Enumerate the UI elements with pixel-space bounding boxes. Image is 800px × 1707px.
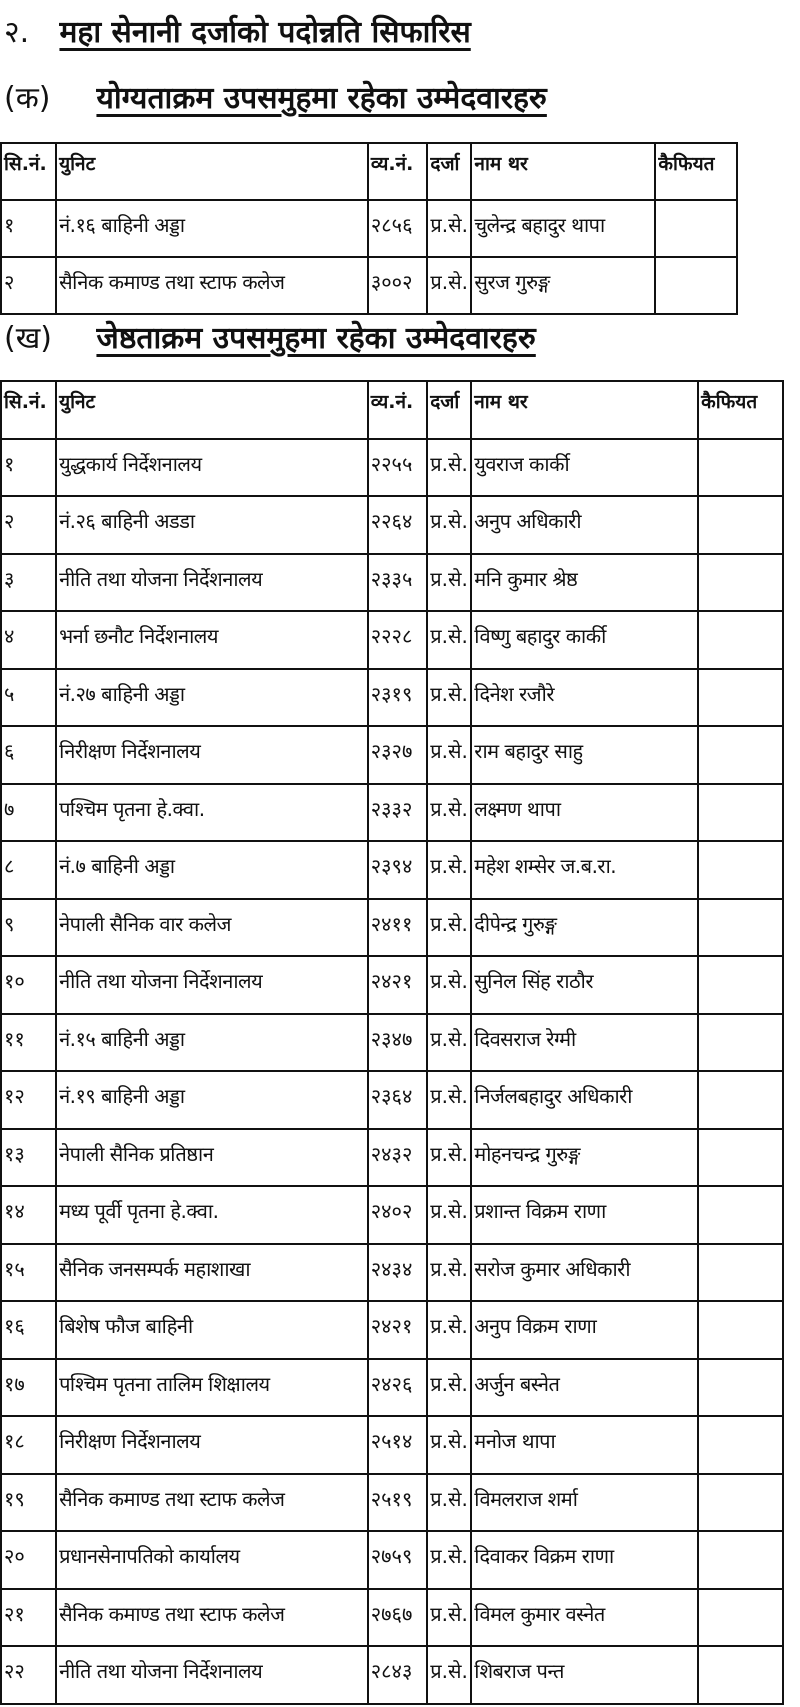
cell-sn: २२ bbox=[1, 1646, 56, 1704]
cell-remarks bbox=[698, 841, 783, 899]
cell-rank: प्र.से. bbox=[427, 1014, 471, 1072]
cell-name: चुलेन्द्र बहादुर थापा bbox=[471, 200, 655, 257]
cell-id: २५१९ bbox=[368, 1474, 427, 1532]
cell-remarks bbox=[698, 784, 783, 842]
cell-remarks bbox=[655, 257, 737, 314]
heading-title: महा सेनानी दर्जाको पदोन्नति सिफारिस bbox=[59, 15, 471, 50]
cell-unit: नेपाली सैनिक वार कलेज bbox=[56, 899, 368, 957]
table-header-row bbox=[1, 143, 737, 200]
table-row bbox=[1, 1416, 783, 1474]
table-row bbox=[1, 1129, 783, 1187]
cell-name: दीपेन्द्र गुरुङ्ग bbox=[471, 899, 698, 957]
col-header-remarks: कैफियत bbox=[655, 143, 737, 200]
col-header-name: नाम थर bbox=[471, 381, 698, 439]
cell-sn: १० bbox=[1, 956, 56, 1014]
cell-remarks bbox=[698, 1416, 783, 1474]
section-a-title: योग्यताक्रम उपसमुहमा रहेका उम्मेदवारहरु bbox=[96, 81, 547, 116]
cell-id: २४२६ bbox=[368, 1359, 427, 1417]
cell-rank: प्र.से. bbox=[427, 200, 471, 257]
cell-id: २३३५ bbox=[368, 554, 427, 612]
cell-name: विमलराज शर्मा bbox=[471, 1474, 698, 1532]
cell-sn: १४ bbox=[1, 1186, 56, 1244]
cell-id: २८५६ bbox=[368, 200, 427, 257]
table-header-row bbox=[1, 381, 783, 439]
table-row bbox=[1, 669, 783, 727]
cell-name: युवराज कार्की bbox=[471, 439, 698, 497]
table-row bbox=[1, 726, 783, 784]
table-row bbox=[1, 200, 737, 257]
cell-id: २४०२ bbox=[368, 1186, 427, 1244]
cell-unit: सैनिक कमाण्ड तथा स्टाफ कलेज bbox=[56, 1474, 368, 1532]
cell-name: मनोज थापा bbox=[471, 1416, 698, 1474]
cell-sn: १२ bbox=[1, 1071, 56, 1129]
cell-id: ३००२ bbox=[368, 257, 427, 314]
cell-name: विमल कुमार वस्नेत bbox=[471, 1589, 698, 1647]
cell-rank: प्र.से. bbox=[427, 1071, 471, 1129]
cell-remarks bbox=[698, 1474, 783, 1532]
cell-rank: प्र.से. bbox=[427, 554, 471, 612]
cell-unit: बिशेष फौज बाहिनी bbox=[56, 1301, 368, 1359]
col-header-sn: सि.नं. bbox=[1, 381, 56, 439]
cell-id: २३४७ bbox=[368, 1014, 427, 1072]
cell-unit: नं.१५ बाहिनी अड्डा bbox=[56, 1014, 368, 1072]
cell-remarks bbox=[698, 1589, 783, 1647]
cell-id: २४३२ bbox=[368, 1129, 427, 1187]
cell-rank: प्र.से. bbox=[427, 1531, 471, 1589]
table-row bbox=[1, 899, 783, 957]
cell-remarks bbox=[698, 899, 783, 957]
cell-name: मोहनचन्द्र गुरुङ्ग bbox=[471, 1129, 698, 1187]
cell-id: २४२१ bbox=[368, 956, 427, 1014]
cell-rank: प्र.से. bbox=[427, 1359, 471, 1417]
heading-number: २. bbox=[4, 15, 30, 50]
cell-unit: मध्य पूर्वी पृतना हे.क्वा. bbox=[56, 1186, 368, 1244]
table-row bbox=[1, 257, 737, 314]
col-header-sn: सि.नं. bbox=[1, 143, 56, 200]
table-row bbox=[1, 1474, 783, 1532]
section-a-label: (क) bbox=[4, 81, 51, 116]
cell-rank: प्र.से. bbox=[427, 1474, 471, 1532]
table-row bbox=[1, 1301, 783, 1359]
cell-name: अनुप विक्रम राणा bbox=[471, 1301, 698, 1359]
cell-id: २३६४ bbox=[368, 1071, 427, 1129]
col-header-rank: दर्जा bbox=[427, 381, 471, 439]
cell-remarks bbox=[698, 956, 783, 1014]
cell-name: राम बहादुर साहु bbox=[471, 726, 698, 784]
merit-candidates-table bbox=[0, 142, 738, 315]
cell-unit: प्रधानसेनापतिको कार्यालय bbox=[56, 1531, 368, 1589]
table-row bbox=[1, 439, 783, 497]
cell-unit: सैनिक कमाण्ड तथा स्टाफ कलेज bbox=[56, 1589, 368, 1647]
cell-rank: प्र.से. bbox=[427, 841, 471, 899]
cell-rank: प्र.से. bbox=[427, 784, 471, 842]
cell-sn: ११ bbox=[1, 1014, 56, 1072]
cell-unit: नं.२६ बाहिनी अडडा bbox=[56, 496, 368, 554]
cell-unit: नं.२७ बाहिनी अड्डा bbox=[56, 669, 368, 727]
cell-name: निर्जलबहादुर अधिकारी bbox=[471, 1071, 698, 1129]
cell-sn: १३ bbox=[1, 1129, 56, 1187]
cell-id: २३३२ bbox=[368, 784, 427, 842]
table-row bbox=[1, 1589, 783, 1647]
cell-rank: प्र.से. bbox=[427, 496, 471, 554]
col-header-remarks: कैफियत bbox=[698, 381, 783, 439]
cell-rank: प्र.से. bbox=[427, 611, 471, 669]
cell-remarks bbox=[698, 1646, 783, 1704]
merit-table-body bbox=[1, 200, 737, 314]
cell-sn: १९ bbox=[1, 1474, 56, 1532]
cell-unit: नेपाली सैनिक प्रतिष्ठान bbox=[56, 1129, 368, 1187]
section-b-label: (ख) bbox=[4, 321, 52, 356]
section-b-heading bbox=[4, 316, 536, 357]
col-header-id: व्य.नं. bbox=[368, 381, 427, 439]
cell-id: २४११ bbox=[368, 899, 427, 957]
cell-id: २८४३ bbox=[368, 1646, 427, 1704]
cell-sn: ५ bbox=[1, 669, 56, 727]
cell-rank: प्र.से. bbox=[427, 669, 471, 727]
cell-unit: नं.७ बाहिनी अड्डा bbox=[56, 841, 368, 899]
cell-rank: प्र.से. bbox=[427, 1589, 471, 1647]
cell-sn: ३ bbox=[1, 554, 56, 612]
cell-remarks bbox=[698, 1359, 783, 1417]
table-row bbox=[1, 496, 783, 554]
cell-unit: पश्चिम पृतना तालिम शिक्षालय bbox=[56, 1359, 368, 1417]
cell-rank: प्र.से. bbox=[427, 956, 471, 1014]
cell-sn: २१ bbox=[1, 1589, 56, 1647]
cell-remarks bbox=[698, 1071, 783, 1129]
cell-remarks bbox=[698, 669, 783, 727]
table-row bbox=[1, 1186, 783, 1244]
cell-sn: ९ bbox=[1, 899, 56, 957]
cell-sn: ६ bbox=[1, 726, 56, 784]
cell-name: विष्णु बहादुर कार्की bbox=[471, 611, 698, 669]
cell-rank: प्र.से. bbox=[427, 726, 471, 784]
cell-rank: प्र.से. bbox=[427, 439, 471, 497]
cell-name: लक्ष्मण थापा bbox=[471, 784, 698, 842]
cell-sn: १ bbox=[1, 200, 56, 257]
cell-rank: प्र.से. bbox=[427, 1301, 471, 1359]
cell-name: सुनिल सिंह राठौर bbox=[471, 956, 698, 1014]
cell-remarks bbox=[698, 726, 783, 784]
seniority-candidates-table bbox=[0, 380, 784, 1705]
cell-remarks bbox=[698, 496, 783, 554]
cell-name: महेश शम्सेर ज.ब.रा. bbox=[471, 841, 698, 899]
cell-sn: १७ bbox=[1, 1359, 56, 1417]
cell-sn: १६ bbox=[1, 1301, 56, 1359]
section-b-title: जेष्ठताक्रम उपसमुहमा रहेका उम्मेदवारहरु bbox=[96, 321, 536, 356]
cell-unit: नीति तथा योजना निर्देशनालय bbox=[56, 956, 368, 1014]
cell-rank: प्र.से. bbox=[427, 1186, 471, 1244]
cell-unit: नीति तथा योजना निर्देशनालय bbox=[56, 1646, 368, 1704]
cell-id: २७६७ bbox=[368, 1589, 427, 1647]
cell-id: २५१४ bbox=[368, 1416, 427, 1474]
seniority-table-body bbox=[1, 439, 783, 1704]
table-row bbox=[1, 1646, 783, 1704]
cell-unit: निरीक्षण निर्देशनालय bbox=[56, 726, 368, 784]
cell-remarks bbox=[698, 439, 783, 497]
cell-unit: सैनिक जनसम्पर्क महाशाखा bbox=[56, 1244, 368, 1302]
cell-unit: युद्धकार्य निर्देशनालय bbox=[56, 439, 368, 497]
cell-unit: भर्ना छनौट निर्देशनालय bbox=[56, 611, 368, 669]
cell-sn: ८ bbox=[1, 841, 56, 899]
cell-remarks bbox=[698, 1531, 783, 1589]
cell-sn: २० bbox=[1, 1531, 56, 1589]
cell-unit: सैनिक कमाण्ड तथा स्टाफ कलेज bbox=[56, 257, 368, 314]
cell-remarks bbox=[698, 1129, 783, 1187]
cell-unit: नं.१९ बाहिनी अड्डा bbox=[56, 1071, 368, 1129]
col-header-rank: दर्जा bbox=[427, 143, 471, 200]
cell-id: २३१९ bbox=[368, 669, 427, 727]
cell-id: २३२७ bbox=[368, 726, 427, 784]
cell-sn: १५ bbox=[1, 1244, 56, 1302]
cell-remarks bbox=[698, 1301, 783, 1359]
table-row bbox=[1, 611, 783, 669]
col-header-unit: युनिट bbox=[56, 381, 368, 439]
cell-name: मनि कुमार श्रेष्ठ bbox=[471, 554, 698, 612]
table-row bbox=[1, 1531, 783, 1589]
cell-unit: निरीक्षण निर्देशनालय bbox=[56, 1416, 368, 1474]
cell-name: प्रशान्त विक्रम राणा bbox=[471, 1186, 698, 1244]
table-row bbox=[1, 956, 783, 1014]
cell-name: दिवाकर विक्रम राणा bbox=[471, 1531, 698, 1589]
cell-unit: नं.१६ बाहिनी अड्डा bbox=[56, 200, 368, 257]
cell-name: दिवसराज रेग्मी bbox=[471, 1014, 698, 1072]
cell-sn: १ bbox=[1, 439, 56, 497]
table-row bbox=[1, 1071, 783, 1129]
cell-rank: प्र.से. bbox=[427, 1244, 471, 1302]
table-row bbox=[1, 554, 783, 612]
cell-id: २२६४ bbox=[368, 496, 427, 554]
cell-name: सुरज गुरुङ्ग bbox=[471, 257, 655, 314]
cell-id: २२२८ bbox=[368, 611, 427, 669]
cell-name: अनुप अधिकारी bbox=[471, 496, 698, 554]
cell-remarks bbox=[698, 1014, 783, 1072]
cell-id: २४२१ bbox=[368, 1301, 427, 1359]
main-heading bbox=[4, 10, 471, 51]
cell-remarks bbox=[698, 1186, 783, 1244]
cell-rank: प्र.से. bbox=[427, 899, 471, 957]
cell-id: २२५५ bbox=[368, 439, 427, 497]
cell-sn: १८ bbox=[1, 1416, 56, 1474]
table-row bbox=[1, 1014, 783, 1072]
cell-remarks bbox=[698, 554, 783, 612]
cell-sn: २ bbox=[1, 496, 56, 554]
cell-sn: ७ bbox=[1, 784, 56, 842]
table-row bbox=[1, 1244, 783, 1302]
cell-remarks bbox=[698, 611, 783, 669]
cell-id: २३९४ bbox=[368, 841, 427, 899]
cell-sn: २ bbox=[1, 257, 56, 314]
cell-id: २७५९ bbox=[368, 1531, 427, 1589]
cell-remarks bbox=[698, 1244, 783, 1302]
cell-name: शिबराज पन्त bbox=[471, 1646, 698, 1704]
table-row bbox=[1, 1359, 783, 1417]
cell-sn: ४ bbox=[1, 611, 56, 669]
cell-unit: पश्चिम पृतना हे.क्वा. bbox=[56, 784, 368, 842]
col-header-name: नाम थर bbox=[471, 143, 655, 200]
cell-rank: प्र.से. bbox=[427, 1129, 471, 1187]
cell-unit: नीति तथा योजना निर्देशनालय bbox=[56, 554, 368, 612]
cell-remarks bbox=[655, 200, 737, 257]
cell-rank: प्र.से. bbox=[427, 1416, 471, 1474]
table-row bbox=[1, 784, 783, 842]
table-row bbox=[1, 841, 783, 899]
cell-rank: प्र.से. bbox=[427, 1646, 471, 1704]
section-a-heading bbox=[4, 76, 547, 117]
col-header-unit: युनिट bbox=[56, 143, 368, 200]
cell-name: अर्जुन बस्नेत bbox=[471, 1359, 698, 1417]
cell-name: सरोज कुमार अधिकारी bbox=[471, 1244, 698, 1302]
cell-name: दिनेश रजौरे bbox=[471, 669, 698, 727]
cell-id: २४३४ bbox=[368, 1244, 427, 1302]
cell-rank: प्र.से. bbox=[427, 257, 471, 314]
col-header-id: व्य.नं. bbox=[368, 143, 427, 200]
